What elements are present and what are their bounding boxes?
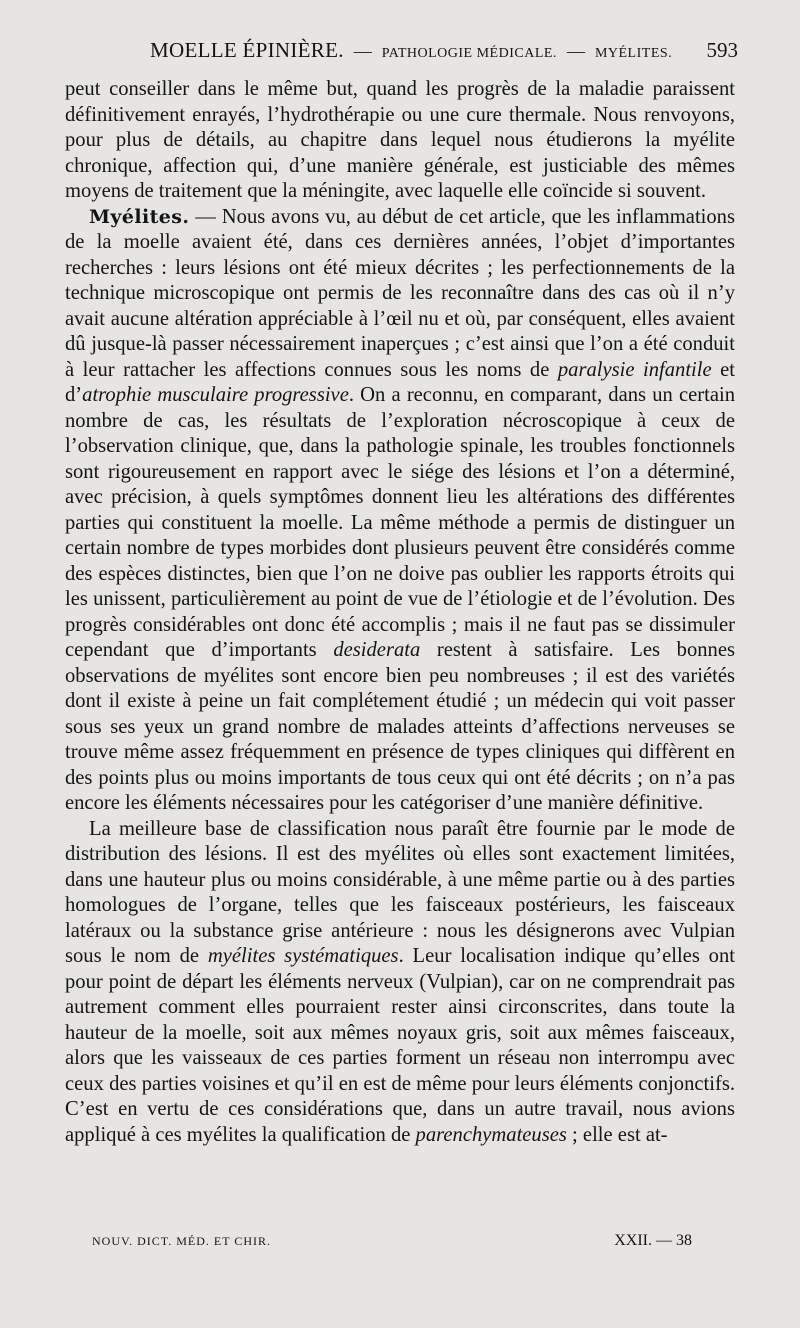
footer-volume: XXII. — 38	[614, 1232, 692, 1249]
italic-term: myélites systématiques	[207, 945, 399, 967]
paragraph-classification	[65, 817, 735, 1149]
page-footer	[92, 1232, 692, 1252]
text-run: restent à satisfaire. Les bonnes observations de myélites sont encore bien peu nombreuses ; il est des variétés dont il existe à peine un fait complétement étudié ; un médecin qui voit passer sous ses yeux un grand nombre de malades atteints d’affections nerveuses se trouve même assez fréquemment en présence de types cliniques qui diffèrent en des points plus ou moins importants de tous ceux qui ont été décrits ; on n’a pas encore les éléments nécessaires pour les catégoriser d’une manière définitive.	[65, 639, 735, 814]
text-run: . On a reconnu, en comparant, dans un certain nombre de cas, les résultats de l’exploration nécroscopique à ceux de l’observation clinique, que, dans la pathologie spinale, les troubles fonctionnels sont rigoureusement en rapport avec le siége des lésions et l’on a déterminé, avec précision, à quels symptômes donnent lieu les altérations des différentes parties qui constituent la moelle. La même méthode a permis de distinguer un certain nombre de types morbides dont plusieurs peuvent être considérés comme des espèces distinctes, bien que l’on ne doive pas oublier les rapports étroits qui les unissent, particulièrement au point de vue de l’étiologie et de l’évolution. Des progrès considérables ont donc été accomplis ; mais il ne faut pas se dissimuler cependant que d’importants	[65, 384, 735, 661]
italic-term: desiderata	[333, 639, 421, 661]
header-dash: —	[353, 41, 372, 61]
text-run: ; elle est at-	[566, 1123, 668, 1146]
header-title: MOELLE ÉPINIÈRE.	[150, 38, 344, 62]
text-run: et d’	[65, 358, 735, 406]
body-text	[65, 77, 735, 1148]
italic-term: atrophie musculaire progressive	[82, 384, 349, 406]
footer-signature: NOUV. DICT. MÉD. ET CHIR.	[92, 1234, 272, 1248]
italic-term: paralysie infantile	[557, 358, 712, 381]
italic-term: parenchymateuses	[415, 1123, 567, 1146]
header-subsection: MYÉLITES.	[594, 46, 673, 61]
text-run: La meilleure base de classification nous paraît être fournie par le mode de distribution des lésions. Il est des myélites où elles sont exactement limitées, dans une hauteur plus ou moins considérable, à une même partie ou à des parties homologues de l’organe, telles que les faisceaux postérieurs, les faisceaux latéraux ou la substance grise antérieure : nous les désignerons avec Vulpian sous le nom de	[65, 817, 735, 967]
text-run: — Nous avons vu, au début de cet article, que les inflammations de la moelle avaient été, dans ces dernières années, l’objet d’importantes recherches : leurs lésions ont été mieux décrites ; les perfectionnements de la technique microscopique ont permis de les reconnaître dans des cas où il n’y avait aucune altération appréciable à l’œil nu et où, par conséquent, elles avaient dû jusque-là passer nécessairement inaperçues ; c’est ainsi que l’on a été conduit à leur rattacher les affections connues sous les noms de	[65, 205, 735, 381]
running-header	[150, 38, 738, 70]
header-dash: —	[566, 41, 585, 61]
page-number: 593	[706, 38, 738, 62]
text-run: . Leur localisation indique qu’elles ont pour point de départ les éléments nerveux (Vulpian), car on ne comprendrait pas autrement comment elles pourraient rester ainsi circonscrites, dans toute la hauteur de la moelle, soit aux mêmes noyaux gris, soit aux mêmes faisceaux, alors que les vaisseaux de ces parties forment un réseau non interrompu avec ceux des parties voisines et qu’il en est de même pour leurs éléments conjonctifs. C’est en vertu de ces considérations que, dans un autre travail, nous avions appliqué à ces myélites la qualification de	[65, 945, 735, 1146]
paragraph-continuation: peut conseiller dans le même but, quand les progrès de la maladie paraissent définitivement enrayés, l’hydrothérapie ou une cure thermale. Nous renvoyons, pour plus de détails, au chapitre dans lequel nous étudierons la myélite chronique, affection qui, d’une manière générale, est justiciable des mêmes moyens de traitement que la méningite, avec laquelle elle coïncide si souvent.	[65, 78, 735, 202]
section-rubric: Myélites.	[89, 205, 190, 228]
header-section: PATHOLOGIE MÉDICALE.	[381, 46, 557, 61]
paragraph-myelites	[65, 205, 735, 817]
